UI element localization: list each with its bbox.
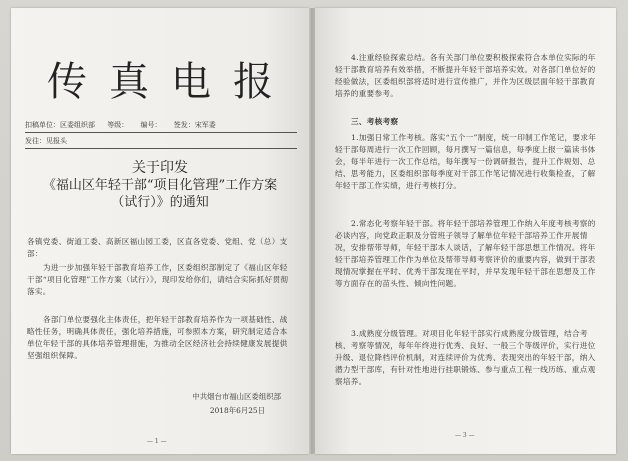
header-grade: 等级：: [107, 121, 129, 129]
right-para-top: 4.注重经验探索总结。各有关部门单位要积极探索符合本单位实际的年轻干部教育培养有效举措，不断提升年轻干部培养实效。对各部门单位好的经验做法，区委组织部将适时进行宣传推广，并作为区级层面年轻干部教育培养的重要参考。: [335, 53, 596, 98]
right-para-3: 3.成熟度分级管理。对项目化年轻干部实行成熟度分级管理，结合考核、考察等情况，每年年终进行优秀、良好、一般三个等级评价，实行进位升级、退位降档评价机制，对连续评价为优秀、表现突出的年轻干部，纳入潜力型干部库，有针对性地进行挂职锻炼、参与重点工程一线历练、重点观察培养。: [335, 329, 596, 386]
signature-date: 2018年6月25日: [209, 406, 265, 415]
right-page: [315, 8, 616, 454]
recipients: 各镇党委、街道工委、高新区福山园工委，区直各党委、党组、党（总）支部：: [27, 237, 288, 258]
header-row-1: [25, 120, 297, 130]
header-divider-2: [25, 148, 297, 149]
left-para-2: 各部门单位要强化主体责任，把年轻干部教育培养作为一项基础性、战略性任务，明确具体责任，强化培养措施，可参照本方案，研究制定适合本单位年轻干部的具体培养管理措施，为推动全区经济社会持续健康发展提供坚强组织保障。: [27, 315, 288, 360]
header-sender: 发往：见报头: [25, 137, 67, 145]
masthead-title: 传真电报: [47, 59, 295, 105]
doc-title-line2: 《福山区年轻干部“项目化管理”工作方案: [42, 178, 278, 193]
left-page-number: — 1 —: [147, 438, 167, 445]
left-page: [11, 8, 309, 454]
right-para-2: 2.常态化考察年轻干部。将年轻干部培养管理工作纳入年度考核考察的必谈内容，向党政正职及分管班子领导了解单位年轻干部培养工作开展情况，安排帮带导师，年轻干部本人谈话，了解年轻干部思想工作情况。将年轻干部培养管理工作作为单位及帮带导师考察评价的重要内容，做到干部表现情况掌握在平时、优秀干部发现在平时，并早发现年轻干部在思想及工作等方面存在的苗头性、倾向性问题。: [335, 219, 596, 288]
header-divider-1: [25, 132, 297, 133]
signature-org: 中共烟台市福山区委组织部: [192, 392, 281, 401]
header-unit: 扣稿单位：区委组织部: [25, 121, 95, 129]
doc-title-line3: （试行）》的通知: [111, 195, 209, 210]
right-para-1: 1.加强日常工作考核。落实“五个一”制度，统一印制工作笔记，要求年轻干部每周进行一次工作回顾，每月撰写一篇信息，每季度上报一篇读书体会，每半年进行一次工作总结，每年撰写一份调研报告，提升工作规划、总结、思考能力，区委组织部每季度对干部工作笔记情况进行收集检查，了解年轻干部工作实绩，进行考核打分。: [335, 133, 597, 190]
right-page-number: — 3 —: [455, 432, 475, 439]
header-number: 编号：: [140, 121, 162, 129]
header-row-2: [25, 136, 297, 146]
section-heading: 三、考核考察: [351, 117, 399, 126]
header-signer: 签发：宋军委: [173, 121, 216, 129]
doc-title-line1: 关于印发: [132, 160, 188, 176]
left-para-1: 为进一步加强年轻干部教育培养工作，区委组织部制定了《福山区年轻干部“项目化管理”工作方案（试行）》，现印发给你们，请结合实际抓好贯彻落实。: [27, 263, 289, 296]
